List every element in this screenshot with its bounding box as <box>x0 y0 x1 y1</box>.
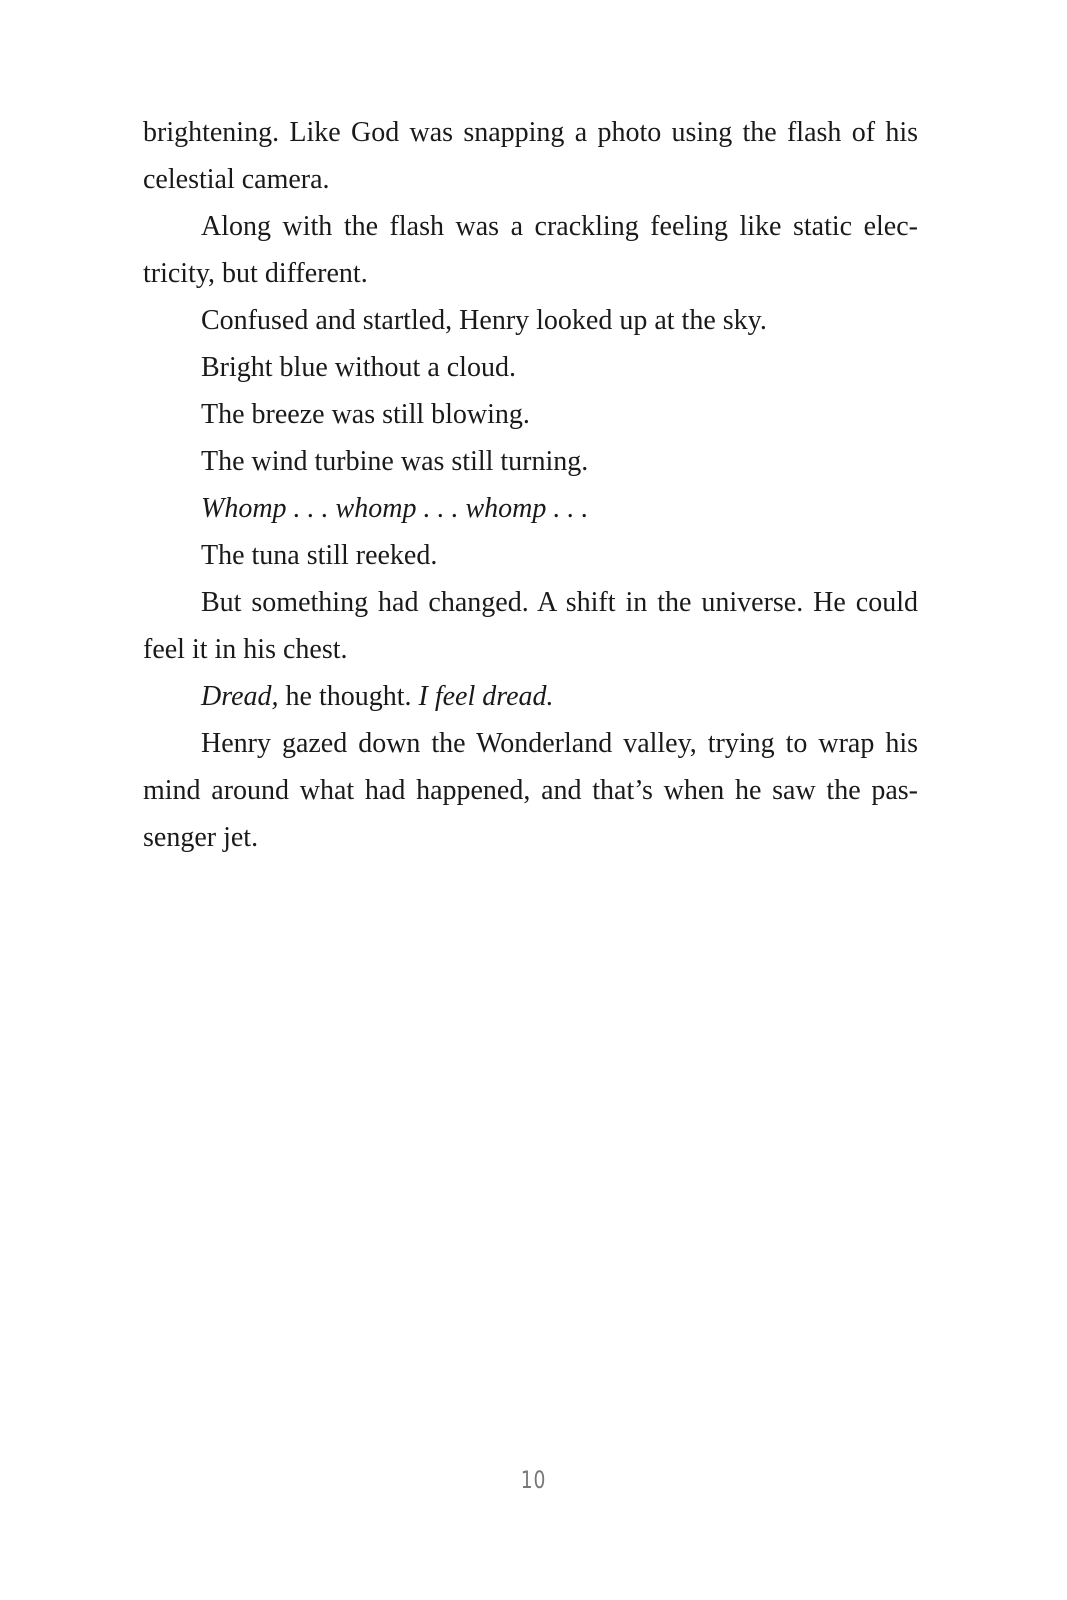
text-line: Bright blue without a cloud. <box>201 352 516 383</box>
text-line: The tuna still reeked. <box>201 540 438 571</box>
text-line: mind around what had happened, and that’s when he saw the pas- <box>143 775 918 806</box>
text-line: Confused and startled, Henry looked up at the sky. <box>201 305 767 336</box>
text-line: tricity, but different. <box>143 258 368 289</box>
text-line-italic: Whomp . . . whomp . . . whomp . . . <box>201 493 589 524</box>
text-line-mixed <box>143 673 918 720</box>
body-text <box>143 109 918 861</box>
text-line: feel it in his chest. <box>143 634 348 665</box>
text-line: Henry gazed down the Wonderland valley, trying to wrap his <box>201 728 918 759</box>
italic-word-dread: Dread, <box>201 681 279 712</box>
page-number: 10 <box>520 1466 547 1494</box>
plain-phrase: he thought. <box>278 681 419 712</box>
italic-thought: I feel dread. <box>418 681 554 712</box>
text-line: brightening. Like God was snapping a photo using the flash of his <box>143 117 918 148</box>
text-line: senger jet. <box>143 822 259 853</box>
text-line: Along with the flash was a crackling feeling like static elec- <box>201 211 918 242</box>
text-line: But something had changed. A shift in the universe. He could <box>201 587 918 618</box>
text-line: The breeze was still blowing. <box>201 399 530 430</box>
text-line: celestial camera. <box>143 164 330 195</box>
text-line: The wind turbine was still turning. <box>201 446 589 477</box>
